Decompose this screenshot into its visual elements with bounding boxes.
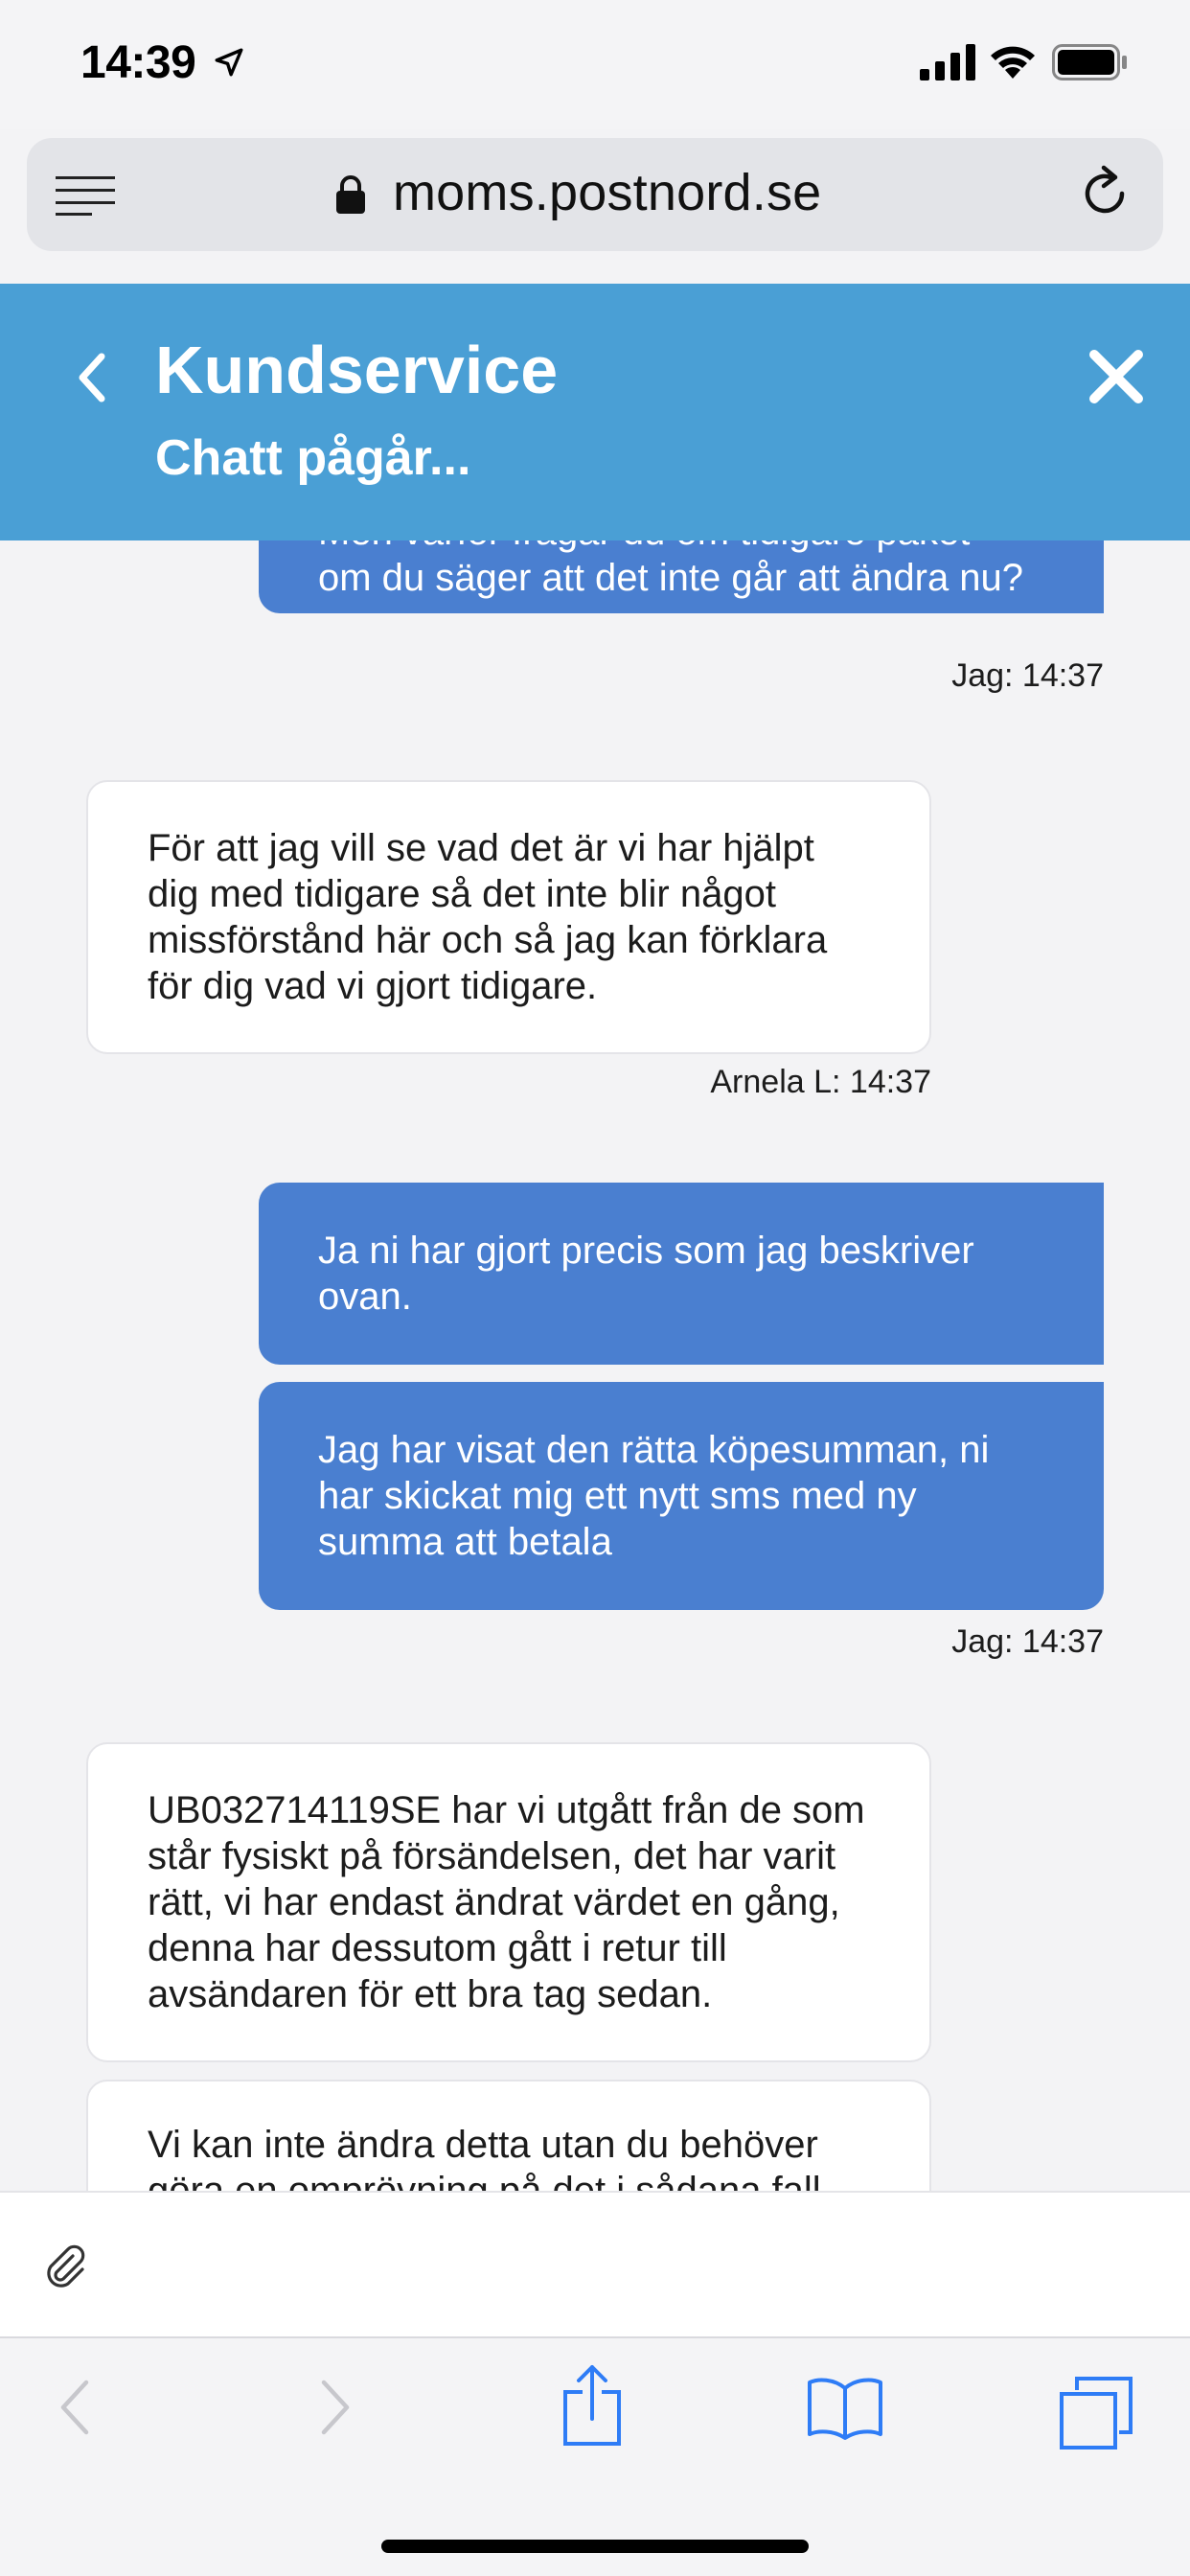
forward-arrow-icon[interactable] — [316, 2379, 355, 2436]
message-agent — [86, 780, 931, 1054]
message-text: För att jag vill se vad det är vi har hjälpt dig med tidigare så det inte blir något missförstånd här och så jag kan förklara för dig vad vi gjort tidigare. — [148, 827, 828, 1007]
message-meta: Arnela L: 14:37 — [710, 1064, 931, 1100]
share-icon[interactable] — [561, 2363, 623, 2446]
reader-menu-icon[interactable] — [56, 174, 117, 217]
paperclip-icon[interactable] — [44, 2242, 88, 2290]
message-composer[interactable] — [0, 2191, 1190, 2336]
battery-icon — [1052, 44, 1129, 80]
cellular-signal-icon — [920, 44, 975, 80]
bookmarks-icon[interactable] — [807, 2377, 883, 2440]
status-bar — [0, 0, 1190, 129]
status-time: 14:39 — [80, 37, 196, 88]
chat-title: Kundservice — [155, 333, 559, 407]
message-meta: Jag: 14:37 — [951, 1623, 1104, 1660]
tabs-icon[interactable] — [1060, 2377, 1133, 2450]
message-user — [259, 1183, 1104, 1365]
message-meta: Jag: 14:37 — [951, 657, 1104, 694]
chat-status: Chatt pågår... — [155, 430, 471, 486]
wifi-icon — [987, 42, 1039, 80]
message-text: Ja ni har gjort precis som jag beskriver ovan. — [318, 1230, 974, 1318]
chat-header — [0, 284, 1190, 540]
message-agent — [86, 1742, 931, 2062]
lock-icon — [335, 174, 366, 215]
close-icon[interactable] — [1087, 347, 1146, 406]
chat-messages[interactable] — [0, 540, 1190, 2191]
message-user — [259, 1382, 1104, 1610]
url-text[interactable]: moms.postnord.se — [393, 164, 822, 221]
message-text: Vi kan inte ändra detta utan du behöver — [148, 2124, 818, 2166]
home-indicator[interactable] — [381, 2540, 809, 2553]
url-bar[interactable] — [27, 138, 1163, 251]
location-arrow-icon — [213, 46, 245, 79]
chevron-left-icon[interactable] — [73, 351, 111, 404]
message-text: UB032714119SE har vi utgått från de som står fysiskt på försändelsen, det har varit rätt, vi har endast ändrat värdet en gång, denna har dessutom gått i retur till avsändaren för ett bra tag sedan. — [148, 1789, 865, 2015]
message-text: Jag har visat den rätta köpesumman, ni har skickat mig ett nytt sms med ny summa att betala — [318, 1429, 990, 1563]
reload-icon[interactable] — [1079, 165, 1133, 222]
back-arrow-icon[interactable] — [56, 2379, 94, 2436]
message-text: om du säger att det inte går att ändra nu? — [318, 557, 1024, 599]
